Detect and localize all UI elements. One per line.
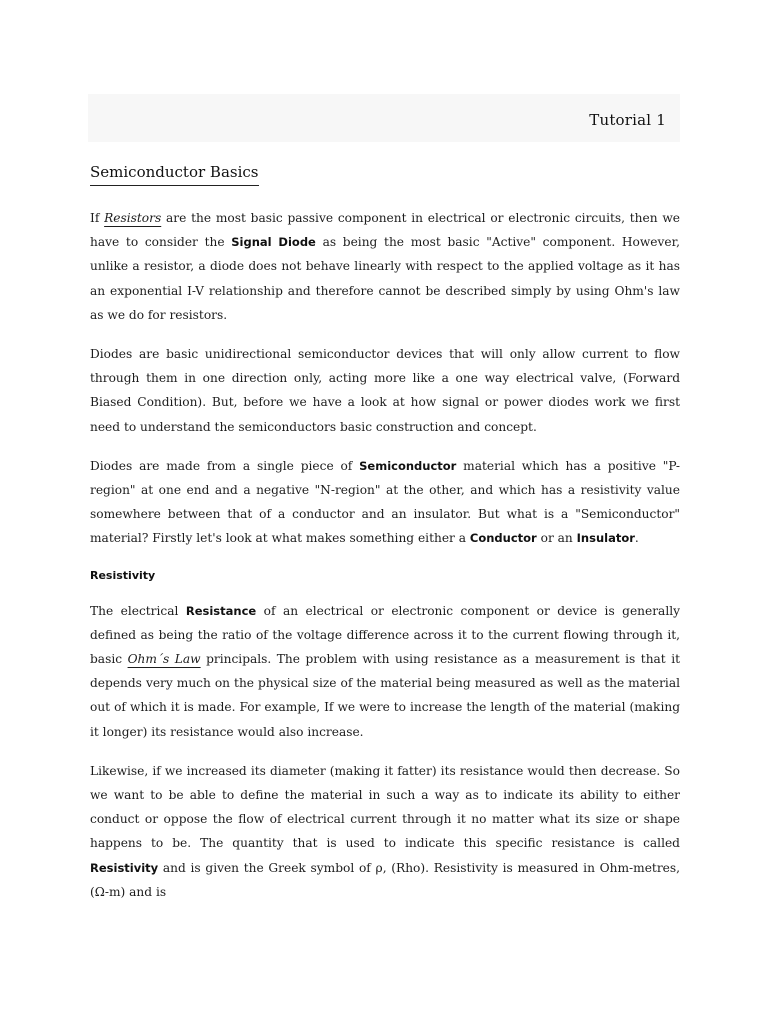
p5-text-1: Likewise, if we increased its diameter (making it fatter) its resistance would then decrease. So we want to be able to define the material in such a way as to indicate its ability to either conduct or oppose the flow of electrical current through it no matter what its size or shape happens to be. The quantity that is used to indicate this specific resistance is called	[90, 763, 680, 851]
p4-text-1: The electrical	[90, 603, 186, 618]
conductor-term: Conductor	[469, 531, 537, 546]
signal-diode-term: Signal Diode	[231, 235, 316, 250]
semiconductor-term: Semiconductor	[359, 458, 457, 473]
paragraph-semiconductor	[90, 454, 680, 551]
p1-text-1: If	[90, 211, 105, 225]
p4-text-2: of an electrical or electronic component or device is generally defined as being the ratio of the voltage difference across it to the current flowing through it, basic	[90, 603, 680, 667]
p3-text-4: .	[634, 531, 639, 546]
resistivity-heading: Resistivity	[90, 568, 156, 582]
paragraph-resistance	[90, 599, 680, 744]
resistivity-term: Resistivity	[90, 860, 159, 875]
p3-text-2: material which has a positive "P-region" at one end and a negative "N-region" at the other, and which has a resistivity value somewhere between that of a conductor and an insulator. But what is a "Semiconductor" material? Firstly let's look at what makes something either a	[90, 458, 680, 546]
tutorial-label: Tutorial 1	[589, 111, 666, 129]
page-header-band	[88, 94, 680, 142]
p3-text-1: Diodes are made from a single piece of	[90, 458, 360, 473]
insulator-term: Insulator	[576, 531, 635, 546]
paragraph-resistivity	[90, 759, 680, 904]
ohms-law-link[interactable]: Ohm´s Law	[127, 652, 201, 667]
paragraph-diodes: Diodes are basic unidirectional semiconductor devices that will only allow current to flow through them in one direction only, acting more like a one way electrical valve, (Forward Biased Condition). But, before we have a look at how signal or power diodes work we first need to understand the semiconductors basic construction and concept.	[90, 347, 680, 434]
p1-text-3: as being the most basic "Active" component. However, unlike a resistor, a diode does not behave linearly with respect to the applied voltage as it has an exponential I-V relationship and therefore cannot be described simply by using Ohm's law as we do for resistors.	[90, 235, 680, 322]
p4-text-3: principals. The problem with using resistance as a measurement is that it depends very much on the physical size of the material being measured as well as the material out of which it is made. For example, If we were to increase the length of the material (making it longer) its resistance would also increase.	[90, 652, 681, 739]
p1-text-2: are the most basic passive component in electrical or electronic circuits, then we have to consider the	[90, 211, 680, 250]
document-body	[90, 162, 680, 919]
resistors-link[interactable]: Resistors	[104, 211, 162, 225]
section-title: Semiconductor Basics	[90, 163, 259, 186]
resistance-term: Resistance	[185, 603, 257, 618]
p3-text-3: or an	[536, 531, 577, 546]
p5-text-2: and is given the Greek symbol of ρ, (Rho). Resistivity is measured in Ohm-metres, (Ω-m) and is	[90, 860, 680, 899]
paragraph-intro	[90, 206, 680, 327]
